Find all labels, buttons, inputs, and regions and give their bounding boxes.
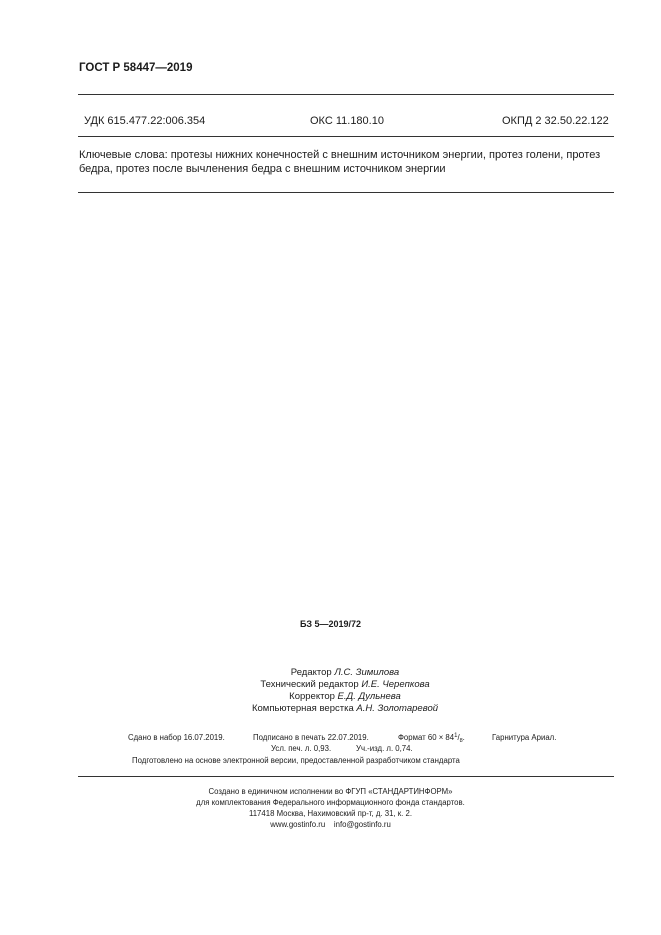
tech-editor-role: Технический редактор [260, 679, 359, 690]
tech-editor-name: И.Е. Черепкова [361, 679, 430, 690]
udk-code: УДК 615.477.22:006.354 [84, 115, 206, 127]
layout-role: Компьютерная верстка [251, 703, 354, 714]
tech-editor-line [0, 679, 661, 690]
top-divider [78, 94, 614, 95]
keywords-line-1: Ключевые слова: протезы нижних конечностей с внешним источником энергии, протез голени, протез [79, 149, 601, 161]
layout-line [0, 703, 661, 714]
keywords-paragraph [79, 148, 614, 176]
website-link[interactable]: www.gostinfo.ru [270, 820, 326, 829]
prepared-note: Подготовлено на основе электронной версии, предоставленной разработчиком стандарта [132, 756, 460, 765]
format-denominator: 8 [459, 738, 463, 744]
editor-role: Редактор [290, 667, 332, 678]
layout-name: А.Н. Золотаревой [356, 703, 439, 714]
creator-address: 117418 Москва, Нахимовский пр-т, д. 31, к. 2. [248, 809, 413, 818]
editor-name: Л.С. Зимилова [334, 667, 400, 678]
email-link[interactable]: info@gostinfo.ru [333, 820, 391, 829]
keywords-divider [78, 192, 614, 193]
creator-line-1: Создано в единичном исполнении во ФГУП «СТАНДАРТИНФОРМ» [208, 787, 453, 796]
keywords-line-2: бедра, протез после вычленения бедра с внешним источником энергии [79, 163, 446, 175]
typeface: Гарнитура Ариал. [492, 733, 557, 742]
footer-divider [78, 776, 614, 777]
oks-code: ОКС 11.180.10 [310, 115, 384, 127]
format-numerator: 1 [454, 733, 458, 739]
corrector-name: Е.Д. Дульнева [337, 691, 401, 702]
signed-date: Подписано в печать 22.07.2019. [253, 733, 369, 742]
creator-contacts [0, 820, 661, 829]
bz-number: БЗ 5—2019/72 [299, 619, 362, 629]
print-format: Формат $60 \times 84^1/_8$. [398, 733, 465, 744]
standard-code: ГОСТ Р 58447—2019 [79, 62, 193, 74]
print-sheets: Усл. печ. л. 0,93. [271, 744, 332, 753]
classification-divider [78, 136, 614, 137]
okpd-code: ОКПД 2 32.50.22.122 [502, 115, 609, 127]
format-prefix: Формат 60 × 84 [398, 733, 455, 742]
creator-line-2: для комплектования Федерального информационного фонда стандартов. [196, 798, 465, 807]
submitted-date: Сдано в набор 16.07.2019. [128, 733, 225, 742]
corrector-role: Корректор [289, 691, 335, 702]
publication-sheets: Уч.-изд. л. 0,74. [356, 744, 413, 753]
editor-line [0, 667, 661, 678]
corrector-line [0, 691, 661, 702]
